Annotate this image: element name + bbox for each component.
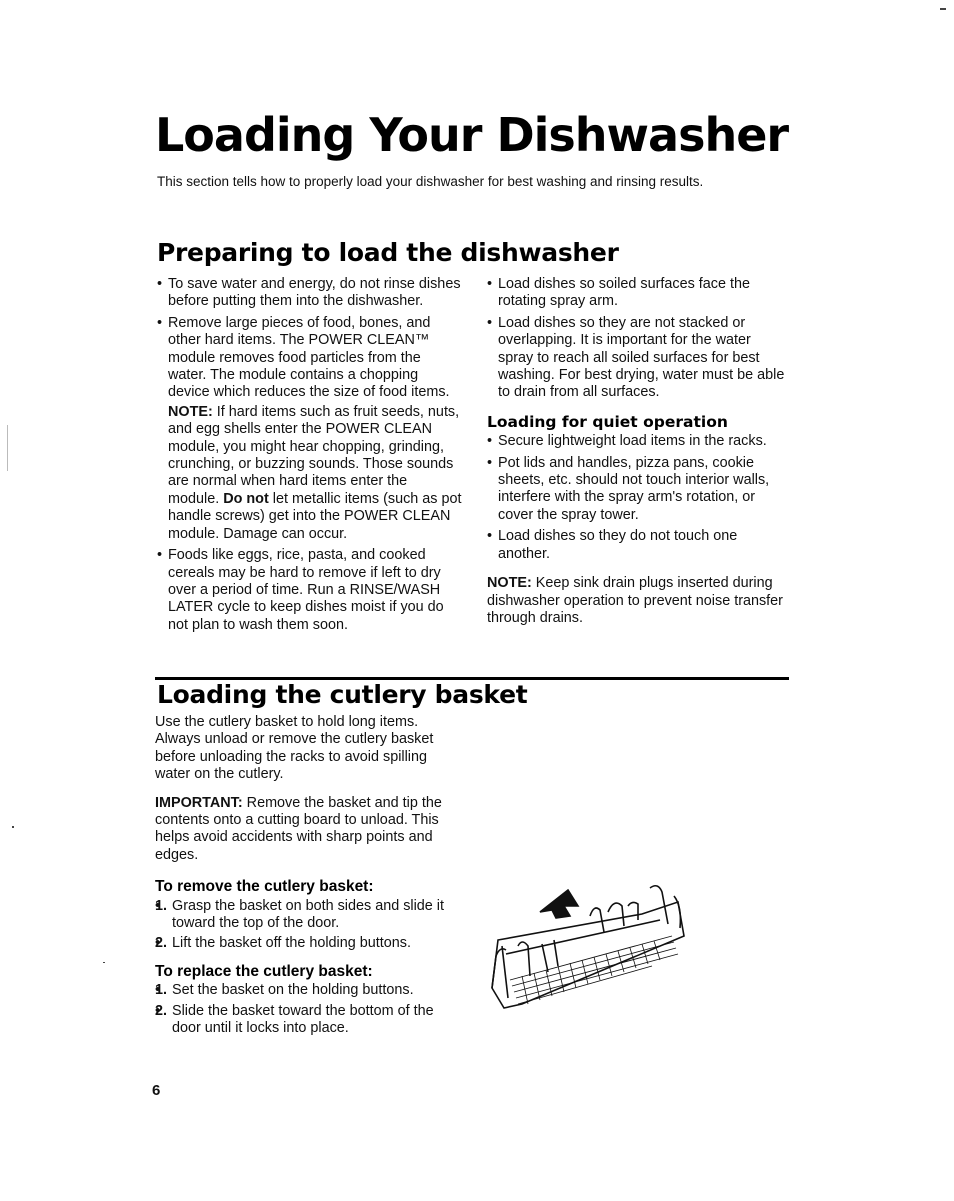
bullet-text: To save water and energy, do not rinse dishes before putting them into the dishwasher.	[168, 276, 461, 310]
important-label: IMPORTANT:	[155, 794, 243, 811]
note-text: Keep sink drain plugs inserted during dishwasher operation to prevent noise transfer through drains.	[487, 575, 783, 626]
step-text: Lift the basket off the holding buttons.	[172, 935, 411, 952]
replace-steps	[155, 982, 460, 1037]
arrow-up-icon	[540, 890, 578, 918]
list-item	[157, 547, 462, 634]
replace-heading: To replace the cutlery basket:	[155, 962, 373, 980]
preparing-heading: Preparing to load the dishwasher	[157, 238, 619, 267]
important-note	[155, 795, 460, 865]
step-number: • 2.	[155, 935, 168, 952]
note-text: If hard items such as fruit seeds, nuts, and egg shells enter the POWER CLEAN module, you might hear chopping, grinding, crunching, or buzzing sounds. Those sounds are normal when hard items enter the module.	[168, 403, 460, 507]
step-number: • 2.	[155, 1002, 168, 1019]
corner-mark	[940, 8, 946, 10]
margin-mark	[12, 826, 14, 828]
note-label: NOTE:	[168, 403, 213, 420]
bullet-text: Pot lids and handles, pizza pans, cookie sheets, etc. should not touch interior walls, interfere with the spray arm's rotation, or cover the spray tower.	[498, 454, 770, 523]
step-item	[155, 982, 460, 999]
preparing-right-column	[487, 276, 787, 627]
bullet-text: Load dishes so they do not touch one another.	[498, 528, 738, 562]
cutlery-heading: Loading the cutlery basket	[157, 680, 528, 709]
page-number: 6	[152, 1082, 161, 1099]
bullet-text: Load dishes so soiled surfaces face the rotating spray arm.	[498, 276, 750, 310]
margin-mark	[7, 425, 8, 471]
note-text: let metallic items (such as pot handle screws) get into the POWER CLEAN module. Damage can occur.	[168, 490, 462, 542]
page-title: Loading Your Dishwasher	[155, 108, 789, 162]
preparing-left-column	[157, 276, 462, 638]
list-item	[487, 433, 787, 450]
step-number: • 1.	[155, 982, 168, 999]
quiet-heading: Loading for quiet operation	[487, 412, 728, 431]
step-text: Grasp the basket on both sides and slide it toward the top of the door.	[172, 897, 444, 932]
list-item	[157, 315, 462, 543]
list-item	[487, 455, 787, 525]
cutlery-intro: Use the cutlery basket to hold long items. Always unload or remove the cutlery basket before unloading the racks to avoid spilling water on the cutlery.	[155, 714, 434, 783]
bullet-text: Secure lightweight load items in the racks.	[498, 433, 767, 450]
step-number: • 1.	[155, 897, 168, 914]
list-item	[487, 276, 787, 311]
quiet-note	[487, 575, 787, 627]
remove-heading: To remove the cutlery basket:	[155, 878, 374, 896]
note-label: NOTE:	[487, 575, 532, 592]
cutlery-basket-illustration	[482, 876, 694, 1016]
margin-mark	[103, 962, 105, 963]
bullet-text: Remove large pieces of food, bones, and other hard items. The POWER CLEAN™ module removes food particles from the water. The module contains a chopping device which reduces the size of food items.	[168, 314, 450, 401]
list-item	[157, 276, 462, 311]
step-item	[155, 898, 460, 933]
step-item	[155, 935, 460, 952]
remove-steps	[155, 898, 460, 953]
bullet-text: Load dishes so they are not stacked or overlapping. It is important for the water spray to reach all soiled surfaces for best washing. For best drying, water must be able to drain from all surfaces.	[498, 314, 785, 401]
bullet-text: Foods like eggs, rice, pasta, and cooked cereals may be hard to remove if left to dry over a period of time. Run a RINSE/WASH LATER cycle to keep dishes moist if you do not plan to wash them soon.	[168, 547, 444, 633]
cutlery-column	[155, 714, 460, 1041]
important-text: Remove the basket and tip the contents onto a cutting board to unload. This helps avoid accidents with sharp points and edges.	[155, 794, 442, 863]
basket-outline	[492, 902, 684, 1008]
step-item	[155, 1003, 460, 1038]
page-intro: This section tells how to properly load your dishwasher for best washing and rinsing results.	[157, 174, 704, 189]
note-emphasis: Do not	[223, 490, 269, 507]
step-text: Set the basket on the holding buttons.	[172, 982, 414, 999]
list-item	[487, 315, 787, 402]
step-text: Slide the basket toward the bottom of the door until it locks into place.	[172, 1002, 434, 1037]
power-clean-note	[168, 404, 462, 543]
list-item	[487, 528, 787, 563]
